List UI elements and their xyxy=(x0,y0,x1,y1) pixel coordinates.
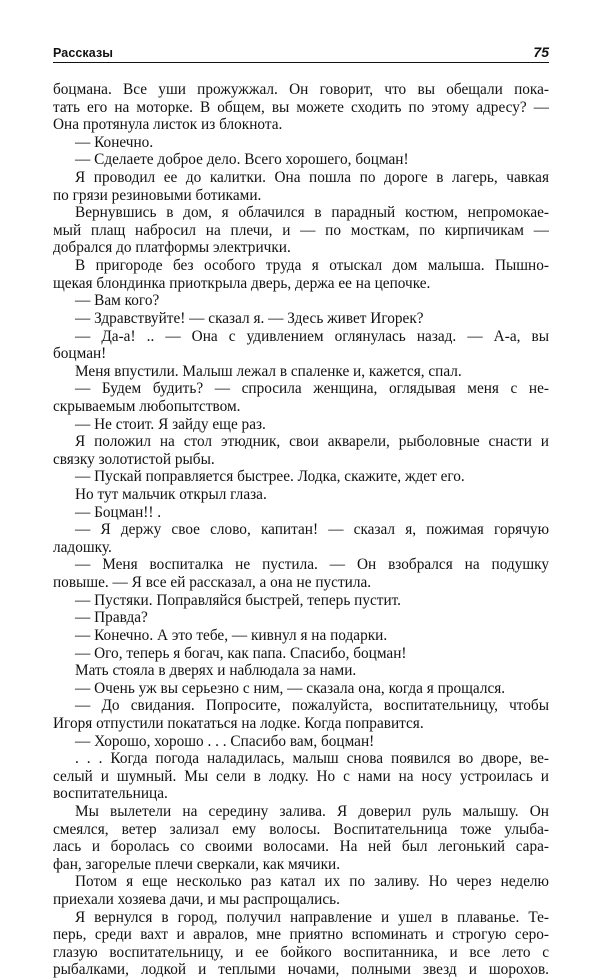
text-line: — Боцман!! . xyxy=(75,503,162,521)
text-line: — Хорошо, хорошо . . . Спасибо вам, боцман! xyxy=(75,732,375,750)
text-line: Я положил на стол этюдник, свои акварели, рыболовные снасти и xyxy=(75,433,549,451)
text-line: лась и боролась со своими волосами. На ней был легонький сара- xyxy=(53,838,549,856)
text-line: боцман! xyxy=(53,345,107,363)
text-line: рыбалками, лодкой и теплыми ночами, полными звезд и шорохов. xyxy=(53,961,549,979)
text-line: Игоря отпустили покататься на лодке. Когда поправится. xyxy=(53,714,424,732)
text-line: скрываемым любопытством. xyxy=(53,397,241,415)
text-line: Я проводил ее до калитки. Она пошла по дороге в лагерь, чавкая xyxy=(75,169,549,187)
text-line: смеялся, ветер зализал ему волосы. Воспитательница тоже улыба- xyxy=(53,820,549,838)
header-rule xyxy=(53,62,549,63)
text-line: глазую воспитательницу, и ее бойкого воспитанника, и все лето с xyxy=(53,943,549,961)
text-line: селый и шумный. Мы сели в лодку. Но с нами на носу устроилась и xyxy=(53,767,549,785)
text-line: боцмана. Все уши прожужжал. Он говорит, что вы обещали пока- xyxy=(53,81,549,98)
text-line: перь, среди вахт и авралов, мне приятно вспоминать и строгую серо- xyxy=(53,926,549,944)
section-title: Рассказы xyxy=(53,46,114,60)
text-line: Потом я еще несколько раз катал их по заливу. Но через неделю xyxy=(75,873,549,891)
text-line: добрался до платформы электрички. xyxy=(53,239,291,257)
text-line: В пригороде без особого труда я отыскал дом малыша. Пышно- xyxy=(75,257,549,275)
text-line: — Не стоит. Я зайду еще раз. xyxy=(75,415,266,433)
text-line: по грязи резиновыми ботиками. xyxy=(53,186,262,204)
text-line: щекая блондинка приоткрыла дверь, держа ее на цепочке. xyxy=(53,274,431,292)
text-line: Она протянула листок из блокнота. xyxy=(53,116,283,134)
text-line: — Правда? xyxy=(75,609,148,627)
text-line: — Да-а! .. — Она с удивлением оглянулась назад. — А-а, вы xyxy=(75,327,549,345)
text-line: Но тут мальчик открыл глаза. xyxy=(75,486,267,504)
text-line: . . . Когда погода наладилась, малыш снова появился во дворе, ве- xyxy=(75,750,549,768)
text-line: тать его на моторке. В общем, вы можете сходить по этому адресу? — xyxy=(53,98,549,116)
text-line: связку золотистой рыбы. xyxy=(53,450,215,468)
text-line: — Вам кого? xyxy=(75,292,160,310)
text-line: воспитательница. xyxy=(53,785,168,803)
text-line: — Меня воспиталка не пустила. — Он взобрался на подушку xyxy=(75,556,549,574)
text-line: приехали хозяева дачи, и мы распрощались. xyxy=(53,891,340,909)
book-page xyxy=(53,44,549,979)
text-line: — Конечно. А это тебе, — кивнул я на подарки. xyxy=(75,626,388,644)
text-line: — Пустяки. Поправляйся быстрей, теперь пустит. xyxy=(75,591,401,609)
text-line: фан, загорелые плечи сверкали, как мячики. xyxy=(53,855,341,873)
text-line: Мать стояла в дверях и наблюдала за нами. xyxy=(75,662,357,680)
text-line: — Я держу свое слово, капитан! — сказал я, пожимая горячую xyxy=(75,521,549,539)
text-line: — Конечно. xyxy=(75,133,154,151)
text-line: — Пускай поправляется быстрее. Лодка, скажите, ждет его. xyxy=(75,468,465,486)
text-line: ладошку. xyxy=(53,538,112,556)
text-line: Меня впустили. Малыш лежал в спаленке и, кажется, спал. xyxy=(75,362,462,380)
text-line: — Здравствуйте! — сказал я. — Здесь живет Игорек? xyxy=(75,309,424,327)
text-line: повыше. — Я все ей рассказал, а она не пустила. xyxy=(53,574,372,592)
text-line: — Ого, теперь я богач, как папа. Спасибо, боцман! xyxy=(75,644,407,662)
text-line: — До свидания. Попросите, пожалуйста, воспитательницу, чтобы xyxy=(75,697,549,715)
text-line: Я вернулся в город, получил направление и ушел в плаванье. Те- xyxy=(75,908,549,926)
text-line: — Сделаете доброе дело. Всего хорошего, боцман! xyxy=(75,151,409,169)
story-text xyxy=(53,81,549,979)
text-line: Вернувшись в дом, я облачился в парадный костюм, непромокае- xyxy=(75,204,549,222)
text-line: мый плащ набросил на плечи, и — по мосткам, по кирпичикам — xyxy=(53,221,549,239)
text-line: Мы вылетели на середину залива. Я доверил руль малышу. Он xyxy=(75,802,549,820)
running-header xyxy=(53,44,549,66)
page-number: 75 xyxy=(533,44,549,60)
text-line: — Будем будить? — спросила женщина, оглядывая меня с не- xyxy=(75,380,549,398)
text-line: — Очень уж вы серьезно с ним, — сказала она, когда я прощался. xyxy=(75,679,506,697)
